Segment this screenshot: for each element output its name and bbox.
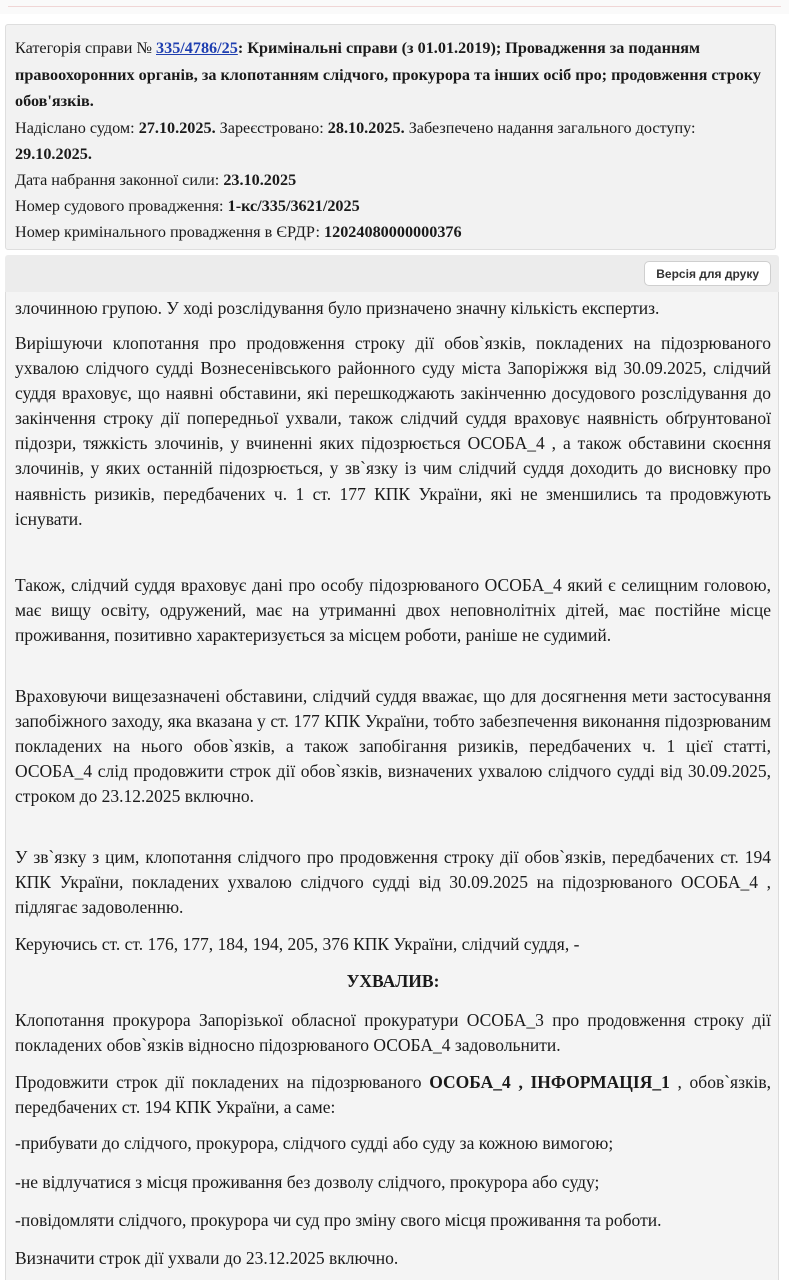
document-viewer[interactable] [5,292,779,1280]
proceeding-row [15,193,767,219]
erdr-row [15,219,767,245]
case-category [15,35,767,115]
case-number-link[interactable]: 335/4786/25 [156,39,238,57]
ruling-heading: УХВАЛИВ: [346,971,440,991]
erdr-number: 12024080000000376 [324,222,462,241]
registered-label: Зареєстровано: [215,118,328,137]
paragraph-4: У зв`язку з цим, клопотання слідчого про продовження строку дії обов`язків, передбачених ст. 194 КПК України, покладених ухвалою слідчого судді від 30.09.2025 на підозрюваного ОСОБА_4 , підлягає задоволенню. [15,847,771,918]
paragraph-3: Враховуючи вищезазначені обставини, слідчий суддя вважає, що для досягнення мети застосування запобіжного заходу, яка вказана у ст. 177 КПК України, тобто забезпечення виконання підозрюваним покладених на нього обов`язків, а також запобігання ризиків, передбачених ч. 1 цієї статті, ОСОБА_4 слід продовжити строк дії обов`язків, визначених ухвалою слідчого судді від 30.09.2025, строком до 23.12.2025 включно. [15,686,771,807]
access-label: Забезпечено надання загального доступу: [404,118,696,137]
erdr-label: Номер кримінального провадження в ЄРДР: [15,222,325,241]
top-strip [0,0,789,14]
paragraph-1: Вирішуючи клопотання про продовження строку дії обов`язків, покладених на підозрюваного ухвалою слідчого судді Вознесенівського районного суду міста Запоріжжя від 30.09.2025, слідчий суддя враховує, що наявні обставини, які перешкоджають закінченню досудового розслідування до закінчення строку дії попередньої ухвали, також слідчий суддя враховує наявність обґрунтованої підозри, тяжкість злочинів, у вчиненні яких підозрюється ОСОБА_4 , а також обставини скоєння злочинів, у яких останній підозрюється, у зв`язку із чим слідчий суддя доходить до висновку про наявність ризиків, передбачених ч. 1 ст. 177 КПК України, які не зменшились та продовжують існувати. [15,333,771,529]
top-divider [8,6,781,7]
access-date: 29.10.2025. [15,144,92,163]
paragraph-7-start: Продовжити строк дії покладених на підозрюваного [15,1072,430,1092]
obligation-item-3: -повідомляти слідчого, прокурора чи суд про зміну свого місця проживання та роботи. [15,1210,662,1230]
paragraph-2: Також, слідчий суддя враховує дані про особу підозрюваного ОСОБА_4 який є селищним головою, має вищу освіту, одружений, має на утриманні двох неповнолітніх дітей, має постійне місце проживання, позитивно характеризується за місцем роботи, раніше не судимий. [15,575,771,646]
paragraph-6: Клопотання прокурора Запорізької обласної прокуратури ОСОБА_3 про продовження строку дії покладених обов`язків відносно підозрюваного ОСОБА_4 задовольнити. [15,1010,771,1056]
category-text: : Кримінальні справи (з 01.01.2019); Провадження за поданням правоохоронних органів, за клопотанням слідчого, прокурора та інших осіб про; продовження строку обов'язків. [15,39,761,110]
document-toolbar [5,255,779,292]
sent-date: 27.10.2025. [138,118,216,137]
paragraph-7 [15,1070,771,1120]
paragraph-8: Визначити строк дії ухвали до 23.12.2025 включно. [15,1248,399,1268]
category-prefix: Категорія справи № [15,39,156,57]
paragraph-7-end: , обов`язків, передбачених ст. 194 КПК України, а саме: [15,1072,772,1118]
registered-date: 28.10.2025. [327,118,405,137]
proceeding-number: 1-кс/335/3621/2025 [227,196,360,215]
obligation-item-2: -не відлучатися з місця проживання без дозволу слідчого, прокурора або суду; [15,1172,600,1192]
print-version-button[interactable]: Версія для друку [644,261,771,286]
paragraph-5: Керуючись ст. ст. 176, 177, 184, 194, 205, 376 КПК України, слідчий суддя, - [15,934,580,954]
proceeding-label: Номер судового провадження: [15,196,228,215]
case-dates [15,115,767,167]
paragraph-0: злочинною групою. У ході розслідування було призначено значну кількість експертиз. [15,298,660,318]
paragraph-7-bold: ОСОБА_4 , ІНФОРМАЦІЯ_1 [429,1072,670,1092]
obligation-item-1: -прибувати до слідчого, прокурора, слідчого судді або суду за кожною вимогою; [15,1133,614,1153]
effective-label: Дата набрання законної сили: [15,170,224,189]
sent-label: Надіслано судом: [15,118,139,137]
case-info-panel [5,24,776,250]
effective-date: 23.10.2025 [223,170,297,189]
effective-date-row [15,167,767,193]
